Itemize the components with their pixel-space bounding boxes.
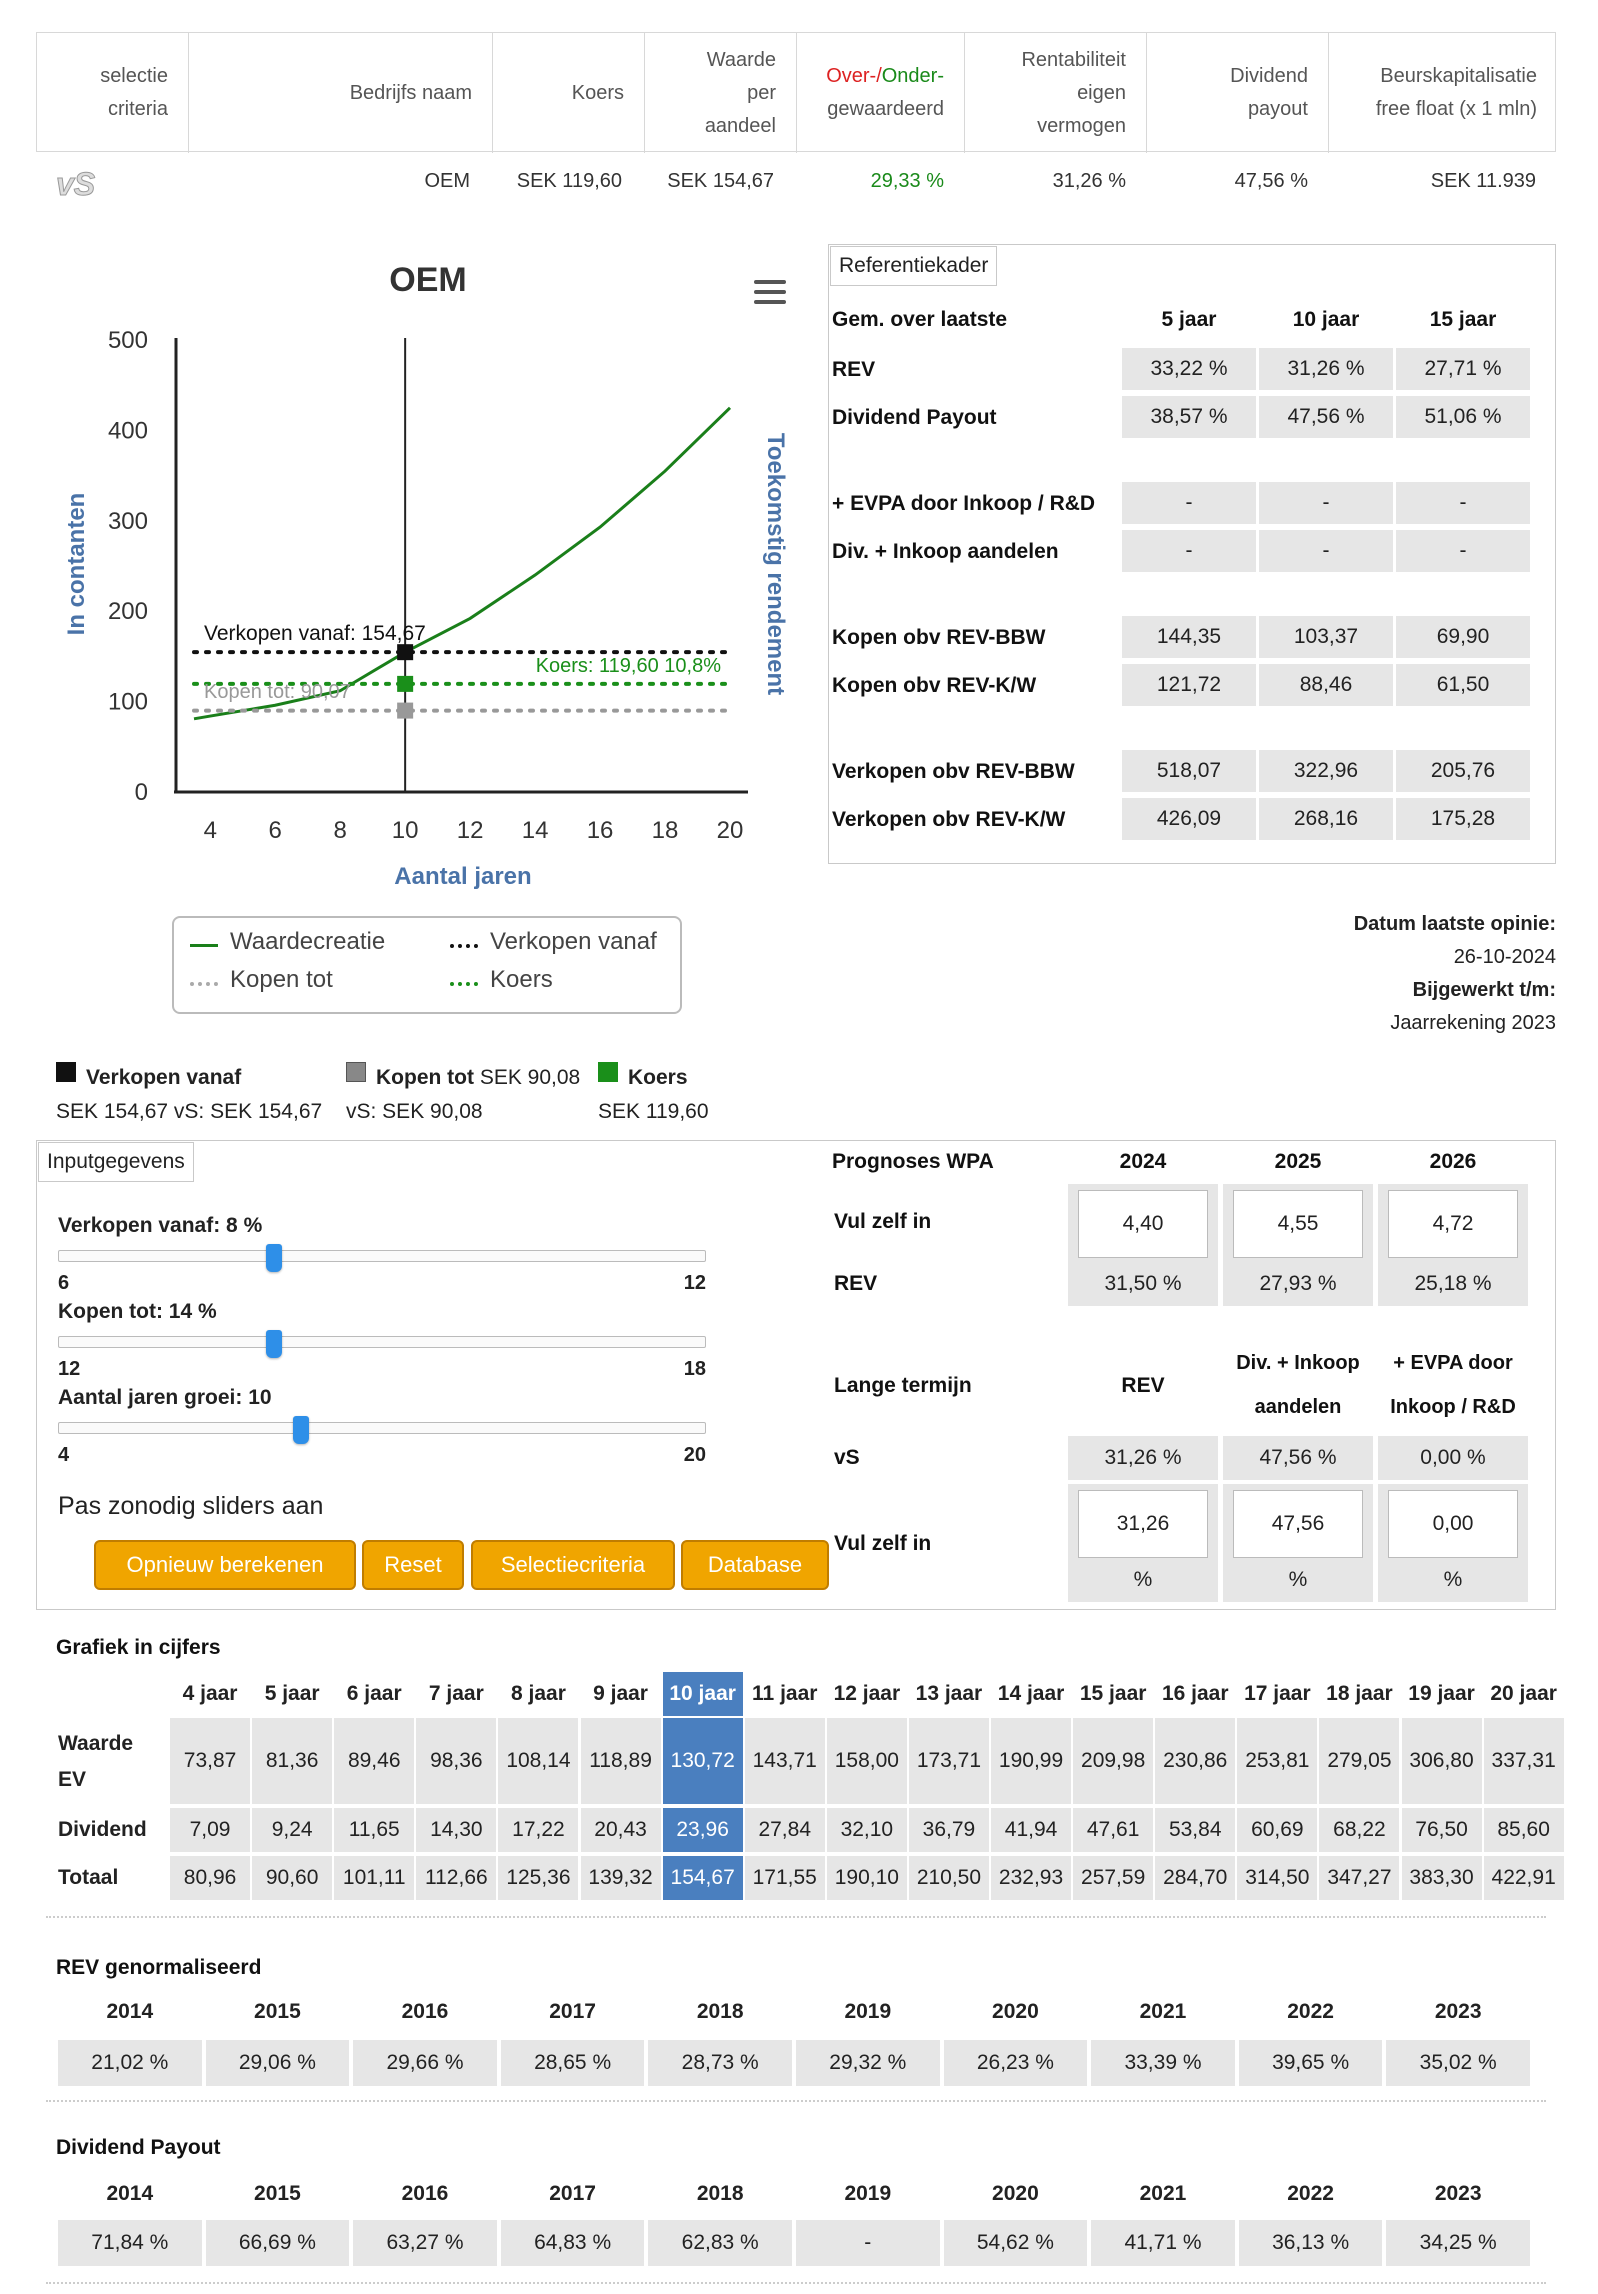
grafiek-year-header: 7 jaar bbox=[428, 1682, 484, 1705]
grafiek-cell: 36,79 bbox=[909, 1808, 989, 1852]
div_payout-year: 2015 bbox=[254, 2182, 301, 2205]
lange-head-rev: REV bbox=[1121, 1374, 1165, 1397]
datum-label: Datum laatste opinie: bbox=[1353, 913, 1556, 935]
vul-zelf-in-2-label: Vul zelf in bbox=[834, 1532, 932, 1555]
grafiek-year-header: 5 jaar bbox=[264, 1682, 320, 1705]
div_payout-year: 2021 bbox=[1139, 2182, 1187, 2205]
col-label: Rentabiliteit eigen vermogen bbox=[1021, 48, 1126, 137]
grafiek-cell: 68,22 bbox=[1319, 1808, 1399, 1852]
lt-input-rev[interactable]: 31,26 bbox=[1078, 1490, 1208, 1558]
referentiekader-tab[interactable]: Referentiekader bbox=[830, 246, 997, 286]
sell-swatch bbox=[56, 1062, 76, 1082]
rev_norm-value: 26,23 % bbox=[944, 2040, 1088, 2086]
lt-cell-div bbox=[1223, 1484, 1373, 1602]
lt-input-div[interactable]: 47,56 bbox=[1233, 1490, 1363, 1558]
slider-max: 12 bbox=[683, 1272, 706, 1294]
annotation-buy: Kopen tot: 90,07 bbox=[204, 681, 351, 703]
ref-row-label: Kopen obv REV-BBW bbox=[832, 626, 1046, 649]
col-bedrijf bbox=[189, 33, 493, 153]
grafiek-cell: 190,99 bbox=[991, 1718, 1071, 1804]
recalculate-button[interactable]: Opnieuw berekenen bbox=[94, 1540, 356, 1590]
rev_norm-year: 2016 bbox=[401, 2000, 449, 2023]
row-over-onder: 29,33 % bbox=[870, 170, 944, 192]
col-label: Beurskapitalisatie free float (x 1 mln) bbox=[1375, 65, 1537, 120]
grafiek-year-header: 19 jaar bbox=[1408, 1682, 1475, 1705]
bijgewerkt-value: Jaarrekening 2023 bbox=[1390, 1012, 1556, 1034]
prognoses-rev-2026: 25,18 % bbox=[1378, 1262, 1528, 1306]
vs-evpa: 0,00 % bbox=[1378, 1436, 1528, 1480]
ref-cell: 38,57 % bbox=[1122, 396, 1256, 438]
sell-label: Verkopen vanaf bbox=[86, 1066, 242, 1089]
col-label: Koers bbox=[571, 81, 624, 104]
grafiek-cell: 171,55 bbox=[745, 1856, 825, 1900]
div_payout-value: 41,71 % bbox=[1091, 2220, 1235, 2266]
col-over-onder bbox=[797, 33, 965, 153]
div_payout-year: 2016 bbox=[401, 2182, 449, 2205]
annotation-sell: Verkopen vanaf: 154,67 bbox=[204, 622, 426, 645]
value-chart-panel bbox=[36, 244, 818, 1044]
row-koers: SEK 119,60 bbox=[516, 170, 622, 192]
ref-head-15: 15 jaar bbox=[1429, 308, 1497, 331]
ref-head-10: 10 jaar bbox=[1292, 308, 1360, 331]
lange-head-div2: aandelen bbox=[1254, 1396, 1342, 1418]
grafiek-cell: 337,31 bbox=[1484, 1718, 1564, 1804]
legend-line-waardecreatie bbox=[190, 944, 218, 947]
slider-track[interactable] bbox=[58, 1422, 706, 1434]
x-tick-label: 18 bbox=[651, 817, 679, 844]
rev_norm-value: 29,66 % bbox=[353, 2040, 497, 2086]
grafiek-year-header: 6 jaar bbox=[346, 1682, 402, 1705]
series-kopen-tot-marker[interactable] bbox=[397, 703, 413, 719]
div_payout-value: 36,13 % bbox=[1239, 2220, 1383, 2266]
grafiek-cell: 47,61 bbox=[1073, 1808, 1153, 1852]
grafiek-cell: 279,05 bbox=[1319, 1718, 1399, 1804]
slider-min: 6 bbox=[58, 1272, 70, 1294]
koers-value: SEK 119,60 bbox=[598, 1100, 709, 1123]
ref-cell: 426,09 bbox=[1122, 798, 1256, 840]
grafiek-cell: 347,27 bbox=[1319, 1856, 1399, 1900]
rev_norm-year: 2018 bbox=[696, 2000, 744, 2023]
col-koers bbox=[493, 33, 645, 153]
grafiek-cell: 154,67 bbox=[663, 1856, 743, 1900]
koers-label: Koers bbox=[628, 1066, 688, 1089]
grafiek-cell: 80,96 bbox=[170, 1856, 250, 1900]
row-name[interactable]: OEM bbox=[424, 170, 470, 192]
vs-label: vS bbox=[834, 1446, 860, 1469]
ref-cell: 69,90 bbox=[1396, 616, 1530, 658]
ref-cell: - bbox=[1259, 482, 1393, 524]
y-axis-right-label: Toekomstig rendement bbox=[762, 432, 789, 696]
grafiek-cell: 314,50 bbox=[1237, 1856, 1317, 1900]
ref-cell: 103,37 bbox=[1259, 616, 1393, 658]
grafiek-year-header: 13 jaar bbox=[915, 1682, 983, 1705]
ref-row-label: REV bbox=[832, 358, 876, 381]
x-tick-label: 16 bbox=[586, 817, 614, 844]
over-label: Over-/ bbox=[826, 65, 882, 87]
grafiek-cell: 27,84 bbox=[745, 1808, 825, 1852]
ref-cell: 88,46 bbox=[1259, 664, 1393, 706]
prognoses-rev-2025: 27,93 % bbox=[1223, 1262, 1373, 1306]
rev-norm-title: REV genormaliseerd bbox=[56, 1956, 262, 1979]
ref-cell: - bbox=[1396, 530, 1530, 572]
col-label: selectie criteria bbox=[100, 65, 168, 120]
y-tick-label: 300 bbox=[107, 507, 148, 535]
pct-unit: % bbox=[1288, 1568, 1308, 1591]
rev_norm-value: 28,73 % bbox=[648, 2040, 792, 2086]
onder-label: Onder- bbox=[881, 65, 944, 87]
annotation-price: Koers: 119,60 10,8% bbox=[535, 655, 721, 677]
ref-cell: 518,07 bbox=[1122, 750, 1256, 792]
grafiek-year-header: 9 jaar bbox=[593, 1682, 648, 1705]
grafiek-cell: 230,86 bbox=[1155, 1718, 1235, 1804]
row-kapitalisatie: SEK 11.939 bbox=[1430, 170, 1536, 192]
slider-hint: Pas zonodig sliders aan bbox=[58, 1492, 324, 1520]
grafiek-year-header: 18 jaar bbox=[1326, 1682, 1393, 1705]
divider bbox=[46, 2282, 1546, 2284]
x-tick-label: 8 bbox=[333, 817, 347, 844]
lange-head-evpa2: Inkoop / R&D bbox=[1390, 1396, 1516, 1418]
div_payout-value: 34,25 % bbox=[1386, 2220, 1530, 2266]
ref-cell: 205,76 bbox=[1396, 750, 1530, 792]
col-payout bbox=[1147, 33, 1329, 153]
lt-cell-evpa bbox=[1378, 1484, 1528, 1602]
slider-handle[interactable] bbox=[293, 1416, 309, 1444]
gewaardeerd-label: gewaardeerd bbox=[827, 98, 944, 120]
selectiecriteria-button[interactable]: Selectiecriteria bbox=[471, 1540, 675, 1590]
wpa-input-2025[interactable]: 4,55 bbox=[1233, 1190, 1363, 1258]
grafiek-year-header: 20 jaar bbox=[1490, 1682, 1557, 1705]
grafiek-cell: 108,14 bbox=[498, 1718, 578, 1804]
ref-cell: - bbox=[1122, 530, 1256, 572]
pct-unit: % bbox=[1133, 1568, 1153, 1591]
row-waarde: SEK 154,67 bbox=[667, 170, 774, 192]
div_payout-value: 66,69 % bbox=[206, 2220, 350, 2266]
divider bbox=[46, 2100, 1546, 2102]
div_payout-year: 2018 bbox=[696, 2182, 744, 2205]
database-button[interactable]: Database bbox=[681, 1540, 829, 1590]
grafiek-year-header: 16 jaar bbox=[1161, 1682, 1229, 1705]
y-tick-label: 100 bbox=[107, 688, 148, 716]
grafiek-year-header: 4 jaar bbox=[182, 1682, 238, 1705]
grafiek-cell: 139,32 bbox=[581, 1856, 661, 1900]
col-label: Waarde per aandeel bbox=[704, 48, 776, 137]
slider-handle[interactable] bbox=[266, 1244, 282, 1272]
rev_norm-year: 2020 bbox=[992, 2000, 1039, 2023]
ref-head-label: Gem. over laatste bbox=[832, 308, 1008, 331]
slider-track[interactable] bbox=[58, 1336, 706, 1348]
x-tick-label: 6 bbox=[268, 817, 282, 844]
rev_norm-year: 2023 bbox=[1434, 2000, 1482, 2023]
ref-row-label: Verkopen obv REV-K/W bbox=[832, 808, 1066, 831]
slider-handle[interactable] bbox=[266, 1330, 282, 1358]
grafiek-cell: 209,98 bbox=[1073, 1718, 1153, 1804]
vs-logo: vS bbox=[56, 166, 96, 202]
div_payout-value: 54,62 % bbox=[944, 2220, 1088, 2266]
ref-cell: 61,50 bbox=[1396, 664, 1530, 706]
slider-label: Verkopen vanaf: 8 % bbox=[58, 1214, 263, 1237]
inputgegevens-tab[interactable]: Inputgegevens bbox=[38, 1142, 194, 1182]
ref-cell: 322,96 bbox=[1259, 750, 1393, 792]
grafiek-cell: 257,59 bbox=[1073, 1856, 1153, 1900]
grafiek-cell: 130,72 bbox=[663, 1718, 743, 1804]
legend-koers[interactable]: Koers bbox=[490, 966, 553, 993]
div_payout-year: 2022 bbox=[1287, 2182, 1334, 2205]
datum-value: 26-10-2024 bbox=[1453, 946, 1556, 968]
grafiek-row-label: Totaal bbox=[58, 1866, 119, 1889]
grafiek-cell: 53,84 bbox=[1155, 1808, 1235, 1852]
grafiek-cell: 9,24 bbox=[252, 1808, 332, 1852]
prognoses-title: Prognoses WPA bbox=[832, 1150, 994, 1173]
div_payout-year: 2020 bbox=[992, 2182, 1039, 2205]
prognoses-rev-label: REV bbox=[834, 1272, 878, 1295]
grafiek-cell: 125,36 bbox=[498, 1856, 578, 1900]
summary-header bbox=[36, 32, 1556, 152]
lt-input-evpa[interactable]: 0,00 bbox=[1388, 1490, 1518, 1558]
y-axis-label: In contanten bbox=[63, 492, 90, 636]
prognoses-year-2024: 2024 bbox=[1119, 1150, 1167, 1173]
koers-swatch bbox=[598, 1062, 618, 1082]
col-rev bbox=[965, 33, 1147, 153]
grafiek-year-header: 10 jaar bbox=[663, 1672, 743, 1716]
grafiek-year-header: 14 jaar bbox=[997, 1682, 1065, 1705]
rev_norm-value: 21,02 % bbox=[58, 2040, 202, 2086]
rev_norm-value: 28,65 % bbox=[501, 2040, 645, 2086]
rev_norm-value: 39,65 % bbox=[1239, 2040, 1383, 2086]
chart-legend bbox=[172, 916, 682, 1014]
y-tick-label: 400 bbox=[107, 417, 148, 445]
grafiek-row-label: Waarde EV bbox=[58, 1732, 134, 1791]
rev_norm-year: 2022 bbox=[1287, 2000, 1334, 2023]
grafiek-cell: 89,46 bbox=[334, 1718, 414, 1804]
x-tick-label: 12 bbox=[456, 817, 484, 844]
ref-cell: 51,06 % bbox=[1396, 396, 1530, 438]
hamburger-icon[interactable] bbox=[754, 280, 786, 304]
grafiek-cell: 190,10 bbox=[827, 1856, 907, 1900]
grafiek-cell: 143,71 bbox=[745, 1718, 825, 1804]
grafiek-cell: 422,91 bbox=[1484, 1856, 1564, 1900]
wpa-input-2024[interactable]: 4,40 bbox=[1078, 1190, 1208, 1258]
div_payout-year: 2023 bbox=[1434, 2182, 1482, 2205]
rev_norm-year: 2017 bbox=[549, 2000, 596, 2023]
y-tick-label: 200 bbox=[107, 598, 148, 626]
grafiek-year-header: 8 jaar bbox=[510, 1682, 566, 1705]
series-verkopen-vanaf-marker[interactable] bbox=[397, 644, 413, 660]
grafiek-cell: 73,87 bbox=[170, 1718, 250, 1804]
grafiek-cell: 210,50 bbox=[909, 1856, 989, 1900]
ref-row-label: Kopen obv REV-K/W bbox=[832, 674, 1037, 697]
grafiek-cell: 173,71 bbox=[909, 1718, 989, 1804]
grafiek-cell: 11,65 bbox=[334, 1808, 414, 1852]
grafiek-year-header: 11 jaar bbox=[752, 1682, 818, 1705]
bijgewerkt-label: Bijgewerkt t/m: bbox=[1412, 979, 1556, 1001]
grafiek-cell: 41,94 bbox=[991, 1808, 1071, 1852]
ref-head-5: 5 jaar bbox=[1161, 308, 1217, 331]
ref-cell: 175,28 bbox=[1396, 798, 1530, 840]
grafiek-cell: 98,36 bbox=[416, 1718, 496, 1804]
vs-rev: 31,26 % bbox=[1068, 1436, 1218, 1480]
x-tick-label: 10 bbox=[391, 817, 419, 844]
grafiek-cell: 7,09 bbox=[170, 1808, 250, 1852]
col-kapitalisatie bbox=[1329, 33, 1557, 153]
grafiek-cell: 158,00 bbox=[827, 1718, 907, 1804]
rev_norm-value: 29,32 % bbox=[796, 2040, 940, 2086]
grafiek-cell: 20,43 bbox=[581, 1808, 661, 1852]
legend-line-verkopen bbox=[450, 944, 478, 948]
y-tick-label: 500 bbox=[107, 327, 148, 354]
grafiek-cell: 23,96 bbox=[663, 1808, 743, 1852]
buy-swatch bbox=[346, 1062, 366, 1082]
col-selectie bbox=[37, 33, 189, 153]
row-payout: 47,56 % bbox=[1234, 170, 1308, 192]
div-payout-title: Dividend Payout bbox=[56, 2136, 221, 2159]
vs-div: 47,56 % bbox=[1223, 1436, 1373, 1480]
grafiek-cell: 232,93 bbox=[991, 1856, 1071, 1900]
buy-label: Kopen tot bbox=[376, 1066, 474, 1089]
grafiek-cell: 81,36 bbox=[252, 1718, 332, 1804]
x-tick-label: 14 bbox=[521, 817, 549, 844]
legend-line-koers bbox=[450, 982, 478, 986]
grafiek-cell: 90,60 bbox=[252, 1856, 332, 1900]
lange-head-div: Div. + Inkoop bbox=[1236, 1352, 1360, 1374]
grafiek-cell: 17,22 bbox=[498, 1808, 578, 1852]
ref-cell: 27,71 % bbox=[1396, 348, 1530, 390]
grafiek-cell: 14,30 bbox=[416, 1808, 496, 1852]
ref-cell: 47,56 % bbox=[1259, 396, 1393, 438]
slider-min: 4 bbox=[58, 1444, 70, 1466]
rev_norm-year: 2014 bbox=[106, 2000, 154, 2023]
legend-verkopen[interactable]: Verkopen vanaf bbox=[490, 928, 657, 955]
slider-label: Aantal jaren groei: 10 bbox=[58, 1386, 272, 1409]
rev_norm-value: 29,06 % bbox=[206, 2040, 350, 2086]
y-tick-label: 0 bbox=[134, 779, 148, 806]
rev_norm-value: 35,02 % bbox=[1386, 2040, 1530, 2086]
rev_norm-year: 2019 bbox=[844, 2000, 892, 2023]
col-waarde bbox=[645, 33, 797, 153]
ref-row-label: Div. + Inkoop aandelen bbox=[832, 540, 1059, 563]
ref-cell: - bbox=[1122, 482, 1256, 524]
grafiek-cell: 118,89 bbox=[581, 1718, 661, 1804]
div_payout-value: 62,83 % bbox=[648, 2220, 792, 2266]
slider-max: 18 bbox=[683, 1358, 706, 1380]
vul-zelf-in-label: Vul zelf in bbox=[834, 1210, 932, 1233]
lange-termijn-label: Lange termijn bbox=[834, 1374, 972, 1397]
ref-cell: - bbox=[1259, 530, 1393, 572]
ref-row-label: Verkopen obv REV-BBW bbox=[832, 760, 1075, 783]
grafiek-cell: 76,50 bbox=[1402, 1808, 1482, 1852]
grafiek-year-header: 12 jaar bbox=[833, 1682, 901, 1705]
rev_norm-year: 2015 bbox=[254, 2000, 301, 2023]
prognoses-year-2026: 2026 bbox=[1429, 1150, 1477, 1173]
legend-line-kopen bbox=[190, 982, 218, 986]
grafiek-cell: 284,70 bbox=[1155, 1856, 1235, 1900]
div_payout-value: 63,27 % bbox=[353, 2220, 497, 2266]
wpa-cell-2024 bbox=[1068, 1184, 1218, 1264]
wpa-input-2026[interactable]: 4,72 bbox=[1388, 1190, 1518, 1258]
x-tick-label: 4 bbox=[203, 817, 217, 844]
ref-row-label: + EVPA door Inkoop / R&D bbox=[832, 492, 1096, 515]
wpa-cell-2026 bbox=[1378, 1184, 1528, 1264]
ref-cell: 31,26 % bbox=[1259, 348, 1393, 390]
div_payout-value: - bbox=[796, 2220, 940, 2266]
pct-unit: % bbox=[1443, 1568, 1463, 1591]
slider-track[interactable] bbox=[58, 1250, 706, 1262]
prognoses-year-2025: 2025 bbox=[1274, 1150, 1322, 1173]
series-koers-marker[interactable] bbox=[397, 676, 413, 692]
buy-values: vS: SEK 90,08 bbox=[346, 1100, 483, 1123]
div_payout-year: 2017 bbox=[549, 2182, 596, 2205]
ref-cell: 33,22 % bbox=[1122, 348, 1256, 390]
legend-kopen[interactable]: Kopen tot bbox=[230, 966, 333, 993]
grafiek-cell: 253,81 bbox=[1237, 1718, 1317, 1804]
wpa-cell-2025 bbox=[1223, 1184, 1373, 1264]
row-rev: 31,26 % bbox=[1052, 170, 1126, 192]
grafiek-cell: 306,80 bbox=[1402, 1718, 1482, 1804]
buy-value-inline: SEK 90,08 bbox=[479, 1066, 581, 1089]
div_payout-value: 71,84 % bbox=[58, 2220, 202, 2266]
divider bbox=[46, 1916, 1546, 1918]
grafiek-cell: 60,69 bbox=[1237, 1808, 1317, 1852]
div_payout-year: 2019 bbox=[844, 2182, 892, 2205]
grafiek-cell: 32,10 bbox=[827, 1808, 907, 1852]
legend-waardecreatie[interactable]: Waardecreatie bbox=[230, 928, 386, 955]
slider-min: 12 bbox=[58, 1358, 81, 1380]
slider-label: Kopen tot: 14 % bbox=[58, 1300, 217, 1323]
slider-max: 20 bbox=[683, 1444, 706, 1466]
grafiek-cell: 85,60 bbox=[1484, 1808, 1564, 1852]
col-label: Bedrijfs naam bbox=[349, 81, 472, 104]
ref-row-label: Dividend Payout bbox=[832, 406, 997, 429]
ref-cell: 268,16 bbox=[1259, 798, 1393, 840]
grafiek-year-header: 15 jaar bbox=[1079, 1682, 1147, 1705]
col-label: Dividend payout bbox=[1230, 65, 1308, 120]
sell-values: SEK 154,67 vS: SEK 154,67 bbox=[56, 1100, 323, 1123]
rev_norm-year: 2021 bbox=[1139, 2000, 1187, 2023]
lange-head-evpa: + EVPA door bbox=[1393, 1352, 1513, 1374]
grafiek-cell: 383,30 bbox=[1402, 1856, 1482, 1900]
grafiek-cell: 112,66 bbox=[416, 1856, 496, 1900]
chart-title: OEM bbox=[389, 261, 467, 299]
div_payout-value: 64,83 % bbox=[501, 2220, 645, 2266]
prognoses-rev-2024: 31,50 % bbox=[1068, 1262, 1218, 1306]
grafiek-row-label: Dividend bbox=[58, 1818, 147, 1841]
x-axis-label: Aantal jaren bbox=[394, 863, 532, 890]
ref-cell: - bbox=[1396, 482, 1530, 524]
grafiek-cell: 101,11 bbox=[334, 1856, 414, 1900]
reset-button[interactable]: Reset bbox=[362, 1540, 464, 1590]
grafiek-year-header: 17 jaar bbox=[1244, 1682, 1311, 1705]
x-tick-label: 20 bbox=[716, 817, 744, 844]
ref-cell: 144,35 bbox=[1122, 616, 1256, 658]
grafiek-title: Grafiek in cijfers bbox=[56, 1636, 221, 1659]
rev_norm-value: 33,39 % bbox=[1091, 2040, 1235, 2086]
div_payout-year: 2014 bbox=[106, 2182, 154, 2205]
lt-cell-rev bbox=[1068, 1484, 1218, 1602]
ref-cell: 121,72 bbox=[1122, 664, 1256, 706]
